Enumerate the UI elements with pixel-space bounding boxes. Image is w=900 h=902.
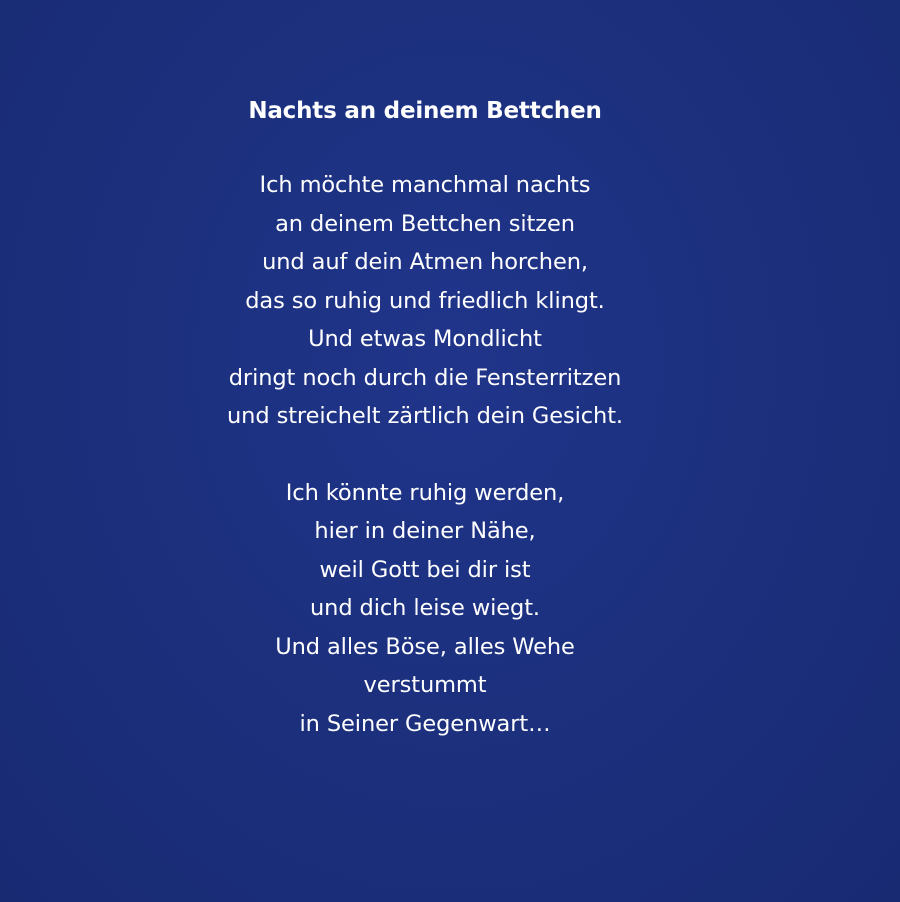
- poem-line: Und alles Böse, alles Wehe: [275, 633, 575, 660]
- poem-line: und dich leise wiegt.: [310, 595, 540, 621]
- poem-line: verstummt: [363, 672, 487, 698]
- stanza-1: [0, 166, 850, 436]
- poem-line: in Seiner Gegenwart…: [299, 710, 551, 737]
- poem-line: weil Gott bei dir ist: [319, 556, 531, 583]
- poem-line: das so ruhig und friedlich klingt.: [245, 287, 605, 314]
- poem-line: dringt noch durch die Fensterritzen: [228, 364, 622, 391]
- poem-line: an deinem Bettchen sitzen: [275, 210, 575, 237]
- poem: [0, 92, 850, 743]
- poem-line: und streichelt zärtlich dein Gesicht.: [227, 403, 623, 429]
- poem-title: Nachts an deinem Bettchen: [248, 98, 602, 124]
- stanza-2: [0, 474, 850, 744]
- poem-line: und auf dein Atmen horchen,: [262, 249, 588, 275]
- poem-line: Ich möchte manchmal nachts: [259, 172, 591, 198]
- poem-line: hier in deiner Nähe,: [314, 518, 536, 544]
- poem-line: Und etwas Mondlicht: [308, 326, 542, 352]
- poem-line: Ich könnte ruhig werden,: [285, 479, 565, 506]
